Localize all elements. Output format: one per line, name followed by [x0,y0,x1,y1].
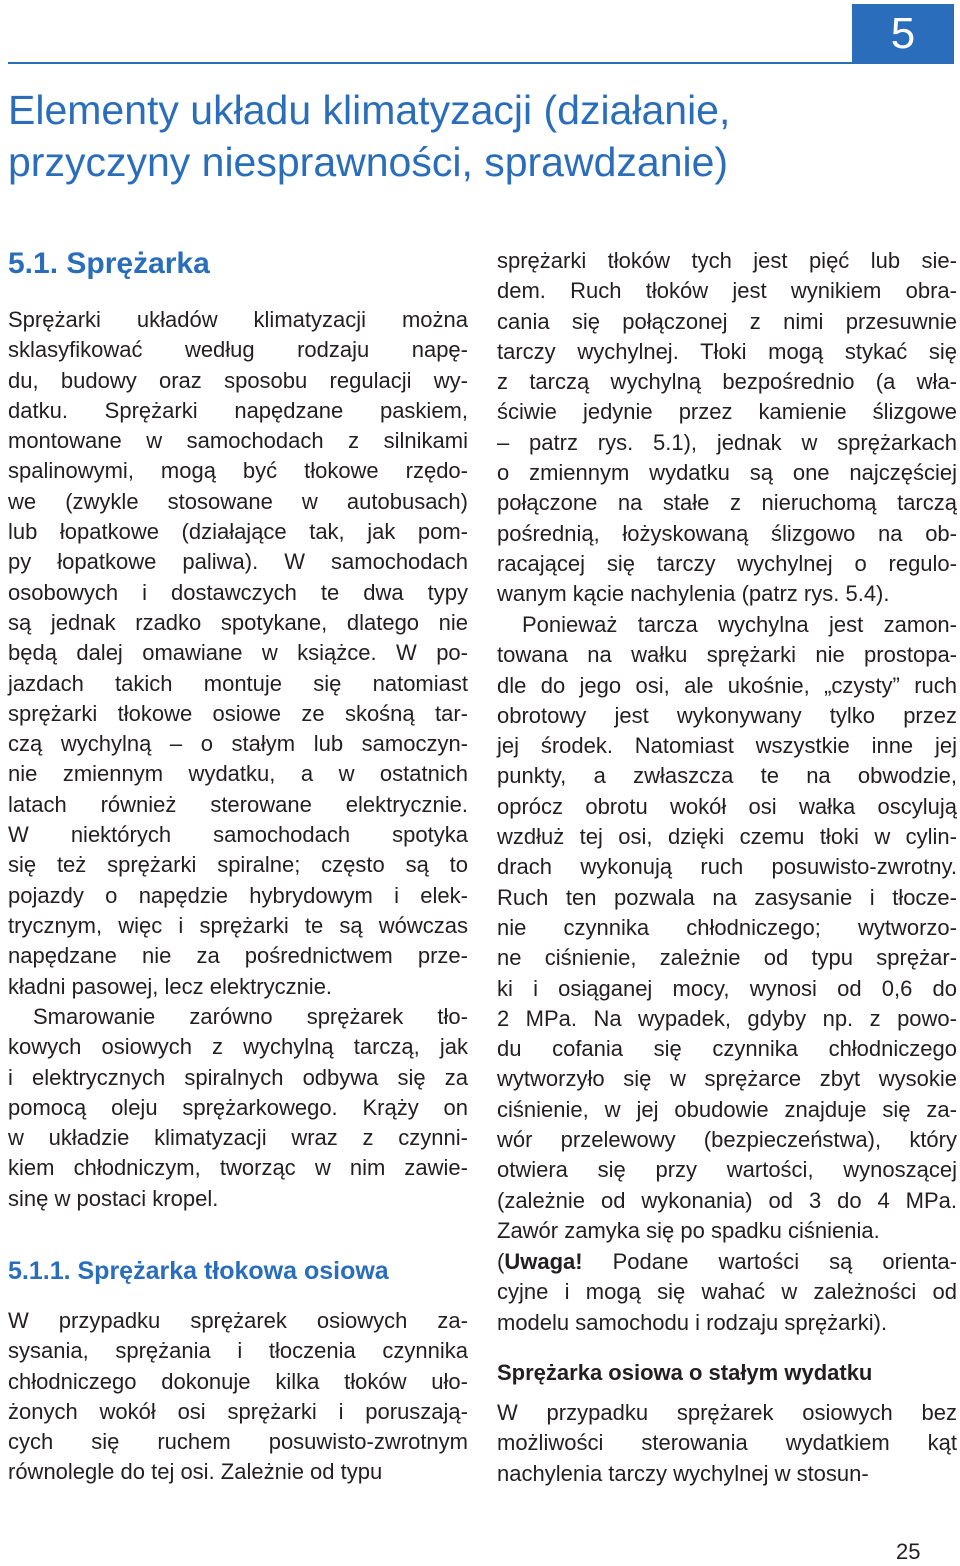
text-line: wór przelewowy (bezpieczeństwa), który [497,1127,957,1153]
paragraph [497,1398,957,1489]
chapter-title-line: przyczyny niesprawności, sprawdzanie) [8,139,729,185]
text-line: W niektórych samochodach spotyka [8,822,468,848]
text-line: z tarczą wychylną bezpośrednio (a wła- [497,369,957,395]
text-line: punkty, a zwłaszcza te na obwodzie, [497,763,957,789]
text-line: osobowych i dostawczych te dwa typy [8,579,468,605]
text-line: sprężarki tłokowe osiowe ze skośną tar- [8,700,468,726]
text-line: sysania, sprężania i tłoczenia czynnika [8,1338,468,1364]
text-line: ściwie jedynie przez kamienie ślizgowe [497,399,957,425]
text-line: będą dalej omawiane w książce. W po- [8,640,468,666]
section-heading: 5.1. Sprężarka [8,247,210,280]
text-line: otwiera się przy wartości, wynoszącej [497,1157,957,1183]
text-line: pomocą oleju sprężarkowego. Krąży on [8,1094,468,1120]
text-line: jej środek. Natomiast wszystkie inne jej [497,733,957,759]
text-line: są jednak rzadko spotykane, dlatego nie [8,609,468,635]
text-line: wanym kącie nachylenia (patrz rys. 5.4). [497,581,890,607]
text-line: (Uwaga! Podane wartości są orienta- [497,1249,957,1274]
text-line: obrotowy jest wykonywany tylko przez [497,702,957,728]
chapter-header-rule [8,62,852,64]
text-line: Smarowanie zarówno sprężarek tło- [33,1004,468,1029]
text-line: kiem chłodniczym, tworząc w nim zawie- [8,1155,468,1181]
text-line: – patrz rys. 5.1), jednak w sprężarkach [497,429,957,455]
text-line: możliwości sterowania wydatkiem kąt [497,1430,957,1456]
text-line: datku. Sprężarki napędzane paskiem, [8,397,468,423]
text-line: modelu samochodu i rodzaju sprężarki). [497,1309,888,1335]
text-line: Zawór zamyka się po spadku ciśnienia. [497,1217,880,1243]
text-line: montowane w samochodach z silnikami [8,428,468,454]
text-line: połączone na stałe z nieruchomą tarczą [497,490,957,516]
subsection-heading: 5.1.1. Sprężarka tłokowa osiowa [8,1257,389,1285]
note-paragraph [497,1247,957,1338]
text-line: czą wychylną – o stałym lub samoczyn- [8,731,468,757]
text-line: sklasyfikować według rodzaju napę- [8,337,468,363]
text-line: W przypadku sprężarek osiowych za- [8,1308,468,1333]
text-line: we (zwykle stosowane w autobusach) [8,488,468,514]
text-line: pojazdy o napędzie hybrydowym i elek- [8,882,468,908]
paragraph [8,1306,468,1488]
text-line: ne ciśnienie, zależnie od typu sprężar- [497,945,957,971]
text-line: trycznym, więc i sprężarki te są wówczas [8,912,468,938]
paragraph [497,246,957,610]
text-line: chłodniczego dokonuje kilka tłoków uło- [8,1368,468,1394]
text-line: lub łopatkowe (działające tak, jak pom- [8,519,468,545]
text-line: wytworzyło się w sprężarce zbyt wysokie [497,1066,957,1092]
text-line: W przypadku sprężarek osiowych bez [497,1400,957,1425]
text-line: ki i osiąganej mocy, wynosi od 0,6 do [497,975,957,1001]
paragraph [497,610,957,1246]
text-line: dle do jego osi, ale ukośnie, „czysty” ruch [497,672,957,698]
text-line: (zależnie od wykonania) od 3 do 4 MPa. [497,1187,957,1213]
text-line: towana na wałku sprężarki nie prostopa- [497,642,957,668]
text-line: py łopatkowe paliwa). W samochodach [8,549,468,575]
text-line: racającej się tarczy wychylnej o regulo- [497,550,957,576]
text-line: ciśnienie, w jej obudowie znajduje się za- [497,1096,957,1122]
note-label: Uwaga! [504,1249,583,1274]
text-line: dem. Ruch tłoków jest wynikiem obra- [497,278,957,304]
text-line: o zmiennym wydatku są one najczęściej [497,460,957,486]
text-line: cania się połączonej z nimi przesuwnie [497,308,957,334]
text-line: Ruch ten pozwala na zasysanie i tłocze- [497,884,957,910]
paragraph [8,305,468,1002]
page-number: 25 [896,1539,921,1564]
text-line: żonych wokół osi sprężarki i poruszają- [8,1398,468,1424]
text-line: sinę w postaci kropel. [8,1185,219,1211]
text-line: du, budowy oraz sposobu regulacji wy- [8,367,468,393]
text-line: 2 MPa. Na wypadek, gdyby np. z powo- [497,1005,957,1031]
chapter-title-line: Elementy układu klimatyzacji (działanie, [8,87,731,133]
text-line: du cofania się czynnika chłodniczego [497,1036,957,1062]
text-line: kowych osiowych z wychylną tarczą, jak [8,1034,468,1060]
text-line: spalinowymi, mogą być tłokowe rzędo- [8,458,468,484]
text-line: nie zmiennym wydatku, a w ostatnich [8,761,468,787]
chapter-title [8,84,908,188]
text-line: nie czynnika chłodniczego; wytworzo- [497,914,957,940]
text-line: sprężarki tłoków tych jest pięć lub sie- [497,248,957,273]
text-line: się też sprężarki spiralne; często są to [8,852,468,878]
text-line: Sprężarki układów klimatyzacji można [8,307,468,332]
text-line: kładni pasowej, lecz elektrycznie. [8,973,333,999]
text-line: drach wykonują ruch posuwisto-zwrotny. [497,854,957,880]
paragraph-heading: Sprężarka osiowa o stałym wydatku [497,1360,873,1385]
text-line: Ponieważ tarcza wychylna jest zamon- [522,612,957,637]
text-line: tarczy wychylnej. Tłoki mogą stykać się [497,338,957,364]
chapter-number-badge: 5 [852,4,954,64]
text-line: cyjne i mogą się wahać w zależności od [497,1279,957,1305]
text-line: nachylenia tarczy wychylnej w stosun- [497,1460,869,1486]
text-line: i elektrycznych spiralnych odbywa się za [8,1064,468,1090]
text-line: równolegle do tej osi. Zależnie od typu [8,1459,383,1485]
text-line: pośrednią, łożyskowaną ślizgowo na ob- [497,520,957,546]
text-line: jazdach takich montuje się natomiast [8,670,468,696]
paragraph [8,1002,468,1214]
text-line: w układzie klimatyzacji wraz z czynni- [8,1125,468,1151]
text-line: napędzane nie za pośrednictwem prze- [8,943,468,969]
text-line: latach również sterowane elektrycznie. [8,791,468,817]
text-line: wzdłuż tej osi, dzięki czemu tłoki w cylin- [497,824,957,850]
text-line: oprócz obrotu wokół osi wałka oscylują [497,793,957,819]
text-line: cych się ruchem posuwisto-zwrotnym [8,1429,468,1455]
